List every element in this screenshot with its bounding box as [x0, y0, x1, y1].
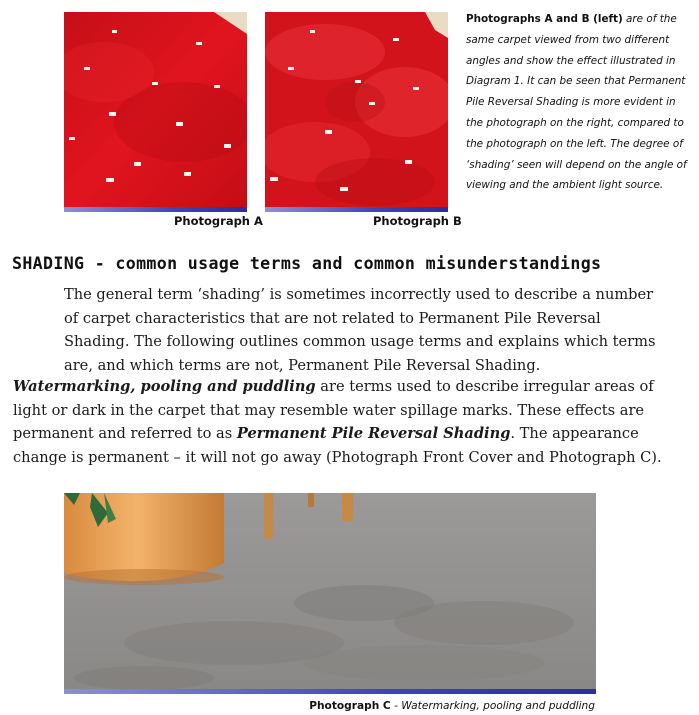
section-heading: SHADING - common usage terms and common misunderstandings [12, 254, 602, 273]
intro-paragraph: The general term ‘shading’ is sometimes incorrectly used to describe a number of carpet characteristics that are not related to Permanent Pile Reversal Shading. The following outlines common usage terms and explains which terms are, and which terms are not, Permanent Pile Reversal Shading. [64, 286, 656, 374]
photograph-c [64, 493, 596, 689]
photograph-a [64, 12, 247, 207]
watermarking-text-1: are terms used to describe irregular areas of light or dark in the carpet that may resemble water spillage marks. These effects are permanent and referred to as [13, 378, 654, 443]
watermarking-text-2: . The appearance change is permanent – it will not go away (Photograph Front Cover and Photograph C). [13, 425, 662, 466]
watermarking-term: Watermarking, pooling and puddling [13, 378, 316, 395]
photo-b-caption: Photograph B [373, 214, 462, 228]
photo-a-bar [64, 207, 247, 212]
photograph-b [265, 12, 448, 207]
sidenote-lead: Photographs A and B (left) [466, 13, 623, 25]
ppr-shading-term: Permanent Pile Reversal Shading [236, 425, 511, 443]
photo-c-caption-label: Photograph C [309, 700, 391, 712]
photo-c-bar [64, 689, 596, 694]
photo-c-caption [309, 700, 595, 712]
photo-b-bar [265, 207, 448, 212]
photo-sidenote [466, 9, 694, 196]
watermarking-paragraph [13, 375, 689, 469]
photo-c-caption-text: - Watermarking, pooling and puddling [390, 700, 595, 712]
photo-a-caption: Photograph A [174, 214, 263, 228]
sidenote-body: are of the same carpet viewed from two different angles and show the effect illustrated in Diagram 1. It can be seen that Permanent Pile Reversal Shading is more evident in the photograph on the right, compared to the photograph on the left. The degree of ‘shading’ seen will depend on the angle of viewing and the ambient light source. [466, 13, 687, 192]
